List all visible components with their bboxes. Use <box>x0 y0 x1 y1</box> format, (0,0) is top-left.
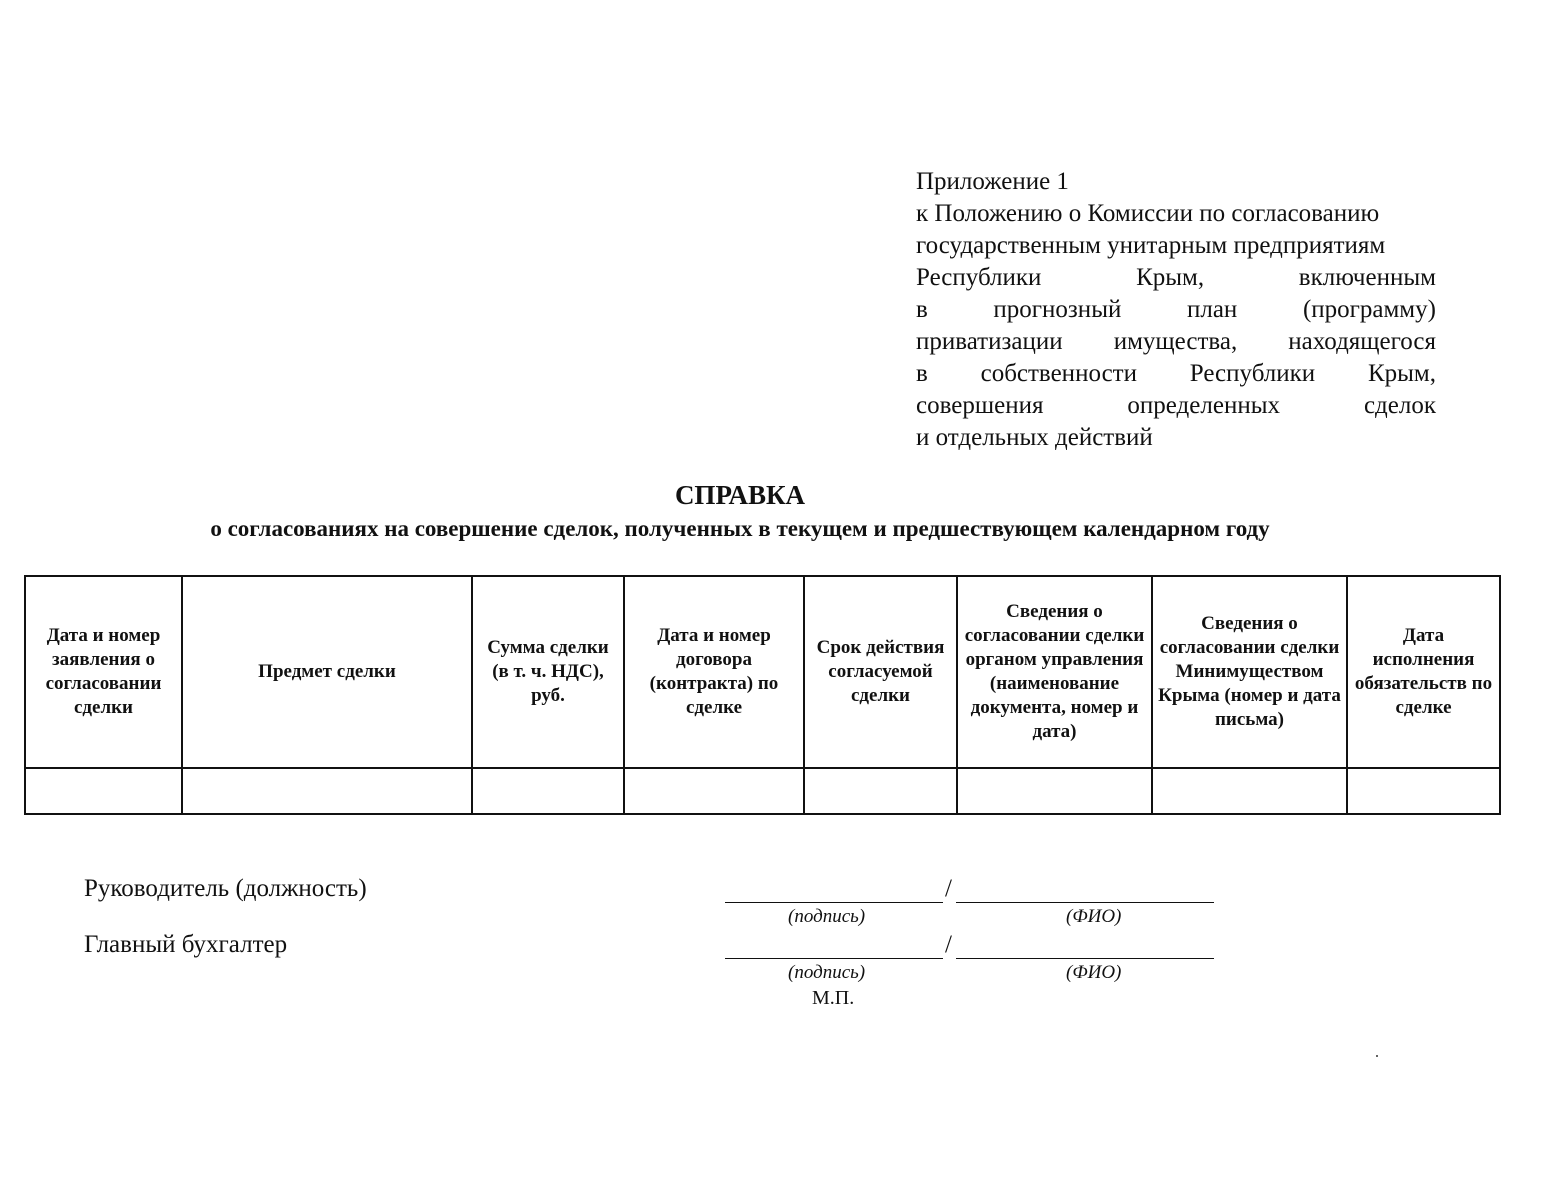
table-cell[interactable] <box>957 768 1152 814</box>
appendix-word: в <box>916 360 928 387</box>
appendix-line <box>916 326 1436 358</box>
appendix-word: включенным <box>1298 264 1436 291</box>
appendix-line <box>916 294 1436 326</box>
appendix-word: Республики <box>1189 360 1316 387</box>
accountant-name-caption: (ФИО) <box>1066 962 1122 983</box>
table-cell[interactable] <box>1347 768 1500 814</box>
table-row <box>25 768 1500 814</box>
appendix-word: совершения <box>916 392 1044 419</box>
appendix-line: государственным унитарным предприятиям <box>916 232 1386 259</box>
appendix-word: сделок <box>1363 392 1436 419</box>
appendix-word: Крым, <box>1367 360 1436 387</box>
head-separator: / <box>945 875 952 902</box>
accountant-label: Главный бухгалтер <box>84 931 288 958</box>
head-label: Руководитель (должность) <box>84 875 367 902</box>
appendix-word: план <box>1186 296 1238 323</box>
appendix-word: прогнозный <box>993 296 1122 323</box>
appendix-word: Республики <box>916 264 1042 291</box>
header-deal-amount: Сумма сделки (в т. ч. НДС), руб. <box>472 576 624 768</box>
head-name-line[interactable] <box>956 874 1214 903</box>
accountant-signature-line[interactable] <box>725 930 943 959</box>
table-cell[interactable] <box>472 768 624 814</box>
appendix-word: находящегося <box>1288 328 1436 355</box>
appendix-line: Приложение 1 <box>916 168 1069 195</box>
appendix-word: приватизации <box>916 328 1063 355</box>
stamp-place: М.П. <box>812 987 855 1009</box>
table-cell[interactable] <box>1152 768 1347 814</box>
appendix-word: Крым, <box>1136 264 1205 291</box>
header-application-date-number: Дата и номер заявления о согласовании сделки <box>25 576 182 768</box>
accountant-name-line[interactable] <box>956 930 1214 959</box>
document-title: СПРАВКА <box>674 480 806 510</box>
table-cell[interactable] <box>804 768 957 814</box>
appendix-block <box>916 166 1436 454</box>
header-deal-subject: Предмет сделки <box>182 576 472 768</box>
head-signature-caption: (подпись) <box>788 906 866 927</box>
head-signature-line[interactable] <box>725 874 943 903</box>
header-deal-term: Срок действия согласуемой сделки <box>804 576 957 768</box>
table-header-row <box>25 576 1500 768</box>
head-name-caption: (ФИО) <box>1066 906 1122 927</box>
header-management-approval: Сведения о согласовании сделки органом управления (наименование документа, номер и дата) <box>957 576 1152 768</box>
table-cell[interactable] <box>182 768 472 814</box>
appendix-line <box>916 262 1436 294</box>
deals-table <box>24 575 1501 815</box>
table-cell[interactable] <box>25 768 182 814</box>
appendix-word: собственности <box>980 360 1137 387</box>
appendix-line: к Положению о Комиссии по согласованию <box>916 200 1380 227</box>
header-contract-date-number: Дата и номер договора (контракта) по сделке <box>624 576 804 768</box>
appendix-line <box>916 390 1436 422</box>
appendix-word: в <box>916 296 928 323</box>
appendix-word: имущества, <box>1113 328 1238 355</box>
document-subtitle: о согласованиях на совершение сделок, полученных в текущем и предшествующем календарном году <box>210 516 1270 541</box>
header-ministry-approval: Сведения о согласовании сделки Минимуществом Крыма (номер и дата письма) <box>1152 576 1347 768</box>
accountant-separator: / <box>945 931 952 958</box>
appendix-word: определенных <box>1127 392 1280 419</box>
appendix-line <box>916 358 1436 390</box>
table-cell[interactable] <box>624 768 804 814</box>
appendix-line: и отдельных действий <box>916 424 1153 451</box>
appendix-word: (программу) <box>1302 296 1436 323</box>
header-fulfillment-date: Дата исполнения обязательств по сделке <box>1347 576 1500 768</box>
scan-speck <box>1376 1055 1378 1057</box>
accountant-signature-caption: (подпись) <box>788 962 866 983</box>
